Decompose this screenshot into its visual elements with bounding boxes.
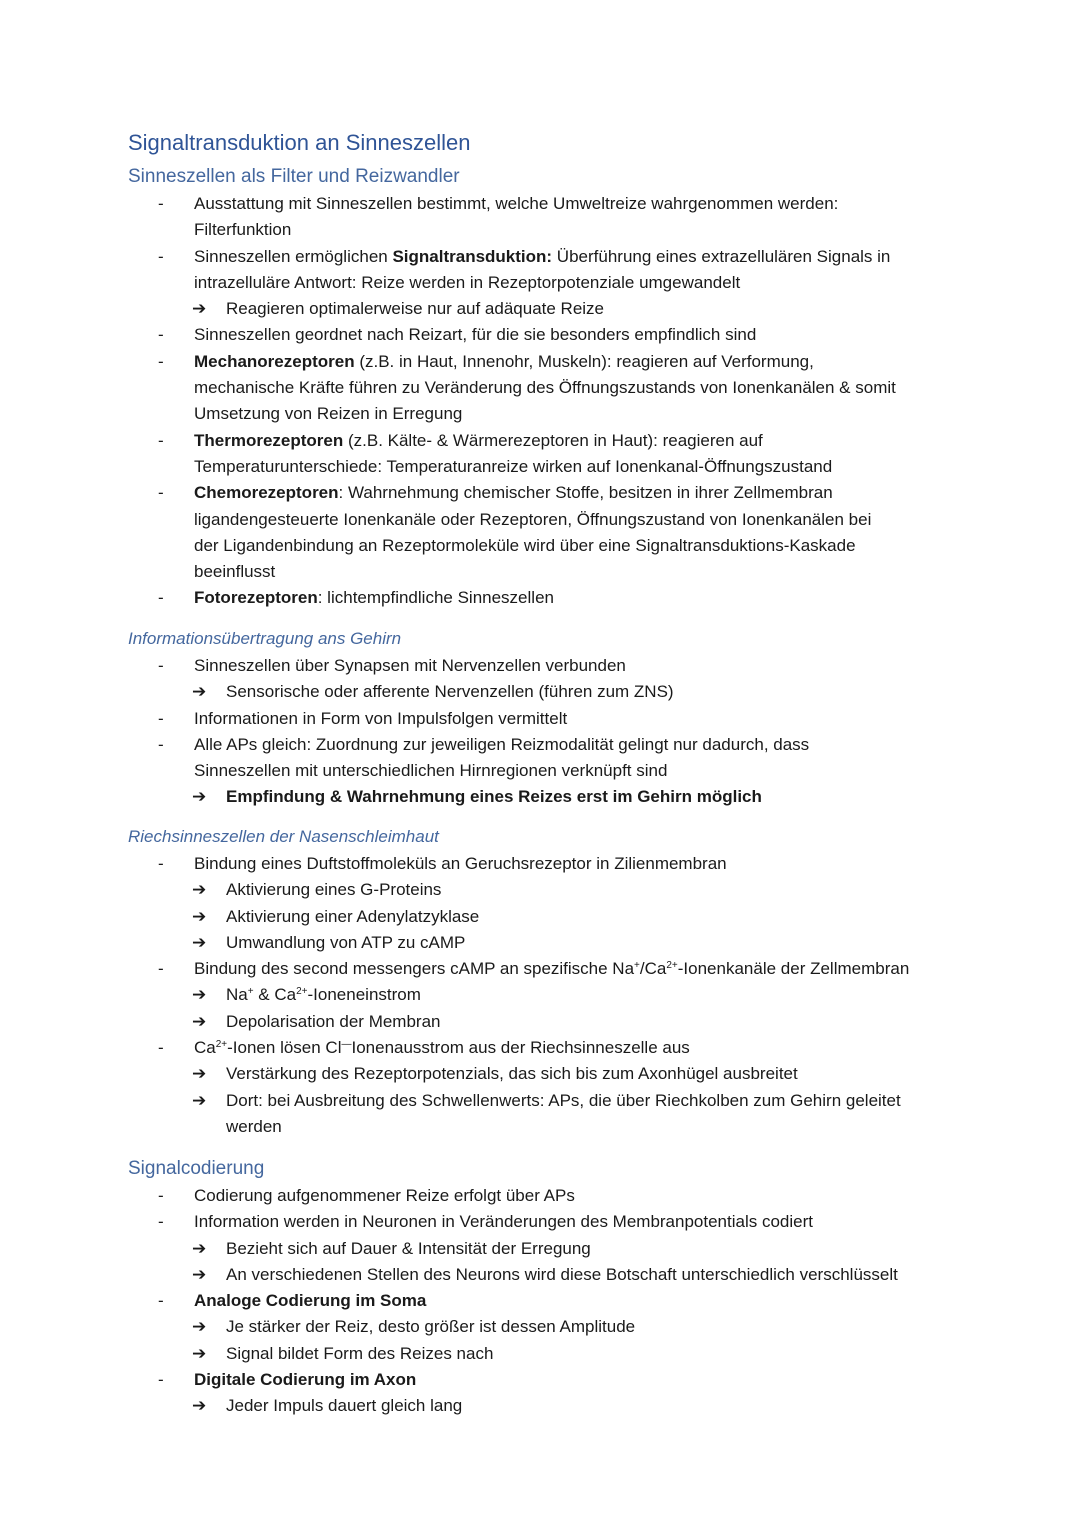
list-item: - Alle APs gleich: Zuordnung zur jeweiligen Reizmodalität gelingt nur dadurch, dass Sinneszellen mit unterschiedlichen Hirnregionen verknüpft sind	[128, 732, 988, 785]
bullet-dash: -	[158, 246, 164, 266]
bullet-dash: -	[158, 430, 164, 450]
bullet-dash: -	[158, 1291, 164, 1311]
list-item: - Information werden in Neuronen in Veränderungen des Membranpotentials codiert	[128, 1209, 988, 1235]
list-item: - Thermorezeptoren (z.B. Kälte- & Wärmerezeptoren in Haut): reagieren auf Temperaturunterschiede: Temperaturanreize wirken auf Ionenkanal-Öffnungszustand	[128, 428, 988, 481]
bullet-dash: -	[158, 1038, 164, 1058]
arrow-icon: ➔	[192, 1090, 207, 1110]
arrow-item: ➔ Depolarisation der Membran	[128, 1009, 988, 1035]
page-title: Signaltransduktion an Sinneszellen	[128, 130, 471, 155]
arrow-item: ➔ Signal bildet Form des Reizes nach	[128, 1341, 988, 1367]
arrow-item: ➔ Reagieren optimalerweise nur auf adäquate Reize	[128, 296, 988, 322]
arrow-item: ➔ Na+ & $Ca^{2+}$-Ioneneinstrom	[128, 982, 988, 1008]
arrow-icon: ➔	[192, 1343, 207, 1363]
arrow-icon: ➔	[192, 906, 207, 926]
section-filter-list	[128, 191, 988, 612]
superscript-minus: —	[341, 1039, 352, 1051]
bullet-dash: -	[158, 1186, 164, 1205]
section-heading-filter: Sinneszellen als Filter und Reizwandler	[128, 166, 460, 187]
list-item: - Sinneszellen ermöglichen Signaltransduktion: Überführung eines extrazellulären Signals in intrazelluläre Antwort: Reize werden in Rezeptorpotenziale umgewandelt	[128, 244, 988, 297]
bullet-dash: -	[158, 959, 164, 979]
list-item: - Fotorezeptoren: lichtempfindliche Sinneszellen	[128, 585, 988, 611]
list-item: - Mechanorezeptoren (z.B. in Haut, Innenohr, Muskeln): reagieren auf Verformung, mechanische Kräfte führen zu Veränderung des Öffnungszustands von Ionenkanälen & somit Umsetzung von Reizen in Erregung	[128, 349, 988, 428]
bullet-dash: -	[158, 1212, 164, 1232]
bullet-dash: -	[158, 483, 164, 503]
section-heading-olfactory: Riechsinneszellen der Nasenschleimhaut	[128, 827, 439, 846]
list-item: - Chemorezeptoren: Wahrnehmung chemischer Stoffe, besitzen in ihrer Zellmembran ligandengesteuerte Ionenkanäle oder Rezeptoren, Öffnungszustand von Ionenkanälen bei der Ligandenbindung an Rezeptormoleküle wird über eine Signaltransduktions-Kaskade beeinflusst	[128, 480, 988, 585]
arrow-item: ➔ Dort: bei Ausbreitung des Schwellenwerts: APs, die über Riechkolben zum Gehirn geleitet werden	[128, 1088, 988, 1141]
arrow-item: ➔ Empfindung & Wahrnehmung eines Reizes erst im Gehirn möglich	[128, 784, 988, 810]
arrow-icon: ➔	[192, 1238, 207, 1258]
list-item: - Sinneszellen geordnet nach Reizart, für die sie besonders empfindlich sind	[128, 322, 988, 348]
arrow-item: ➔ Aktivierung einer Adenylatzyklase	[128, 904, 988, 930]
section-heading-coding: Signalcodierung	[128, 1158, 265, 1179]
bullet-dash: -	[158, 351, 164, 371]
arrow-item: ➔ Sensorische oder afferente Nervenzellen (führen zum ZNS)	[128, 679, 988, 705]
arrow-icon: ➔	[192, 682, 207, 702]
list-item: - Codierung aufgenommener Reize erfolgt über APs	[128, 1183, 988, 1209]
section-olfactory-list	[128, 851, 988, 1140]
bullet-dash: -	[158, 194, 164, 213]
arrow-item: ➔ Umwandlung von ATP zu cAMP	[128, 930, 988, 956]
arrow-item: ➔ Verstärkung des Rezeptorpotenzials, das sich bis zum Axonhügel ausbreitet	[128, 1061, 988, 1087]
arrow-icon: ➔	[192, 1317, 207, 1337]
list-item: - Sinneszellen über Synapsen mit Nervenzellen verbunden	[128, 653, 988, 679]
arrow-item: ➔ Aktivierung eines G-Proteins	[128, 877, 988, 903]
bullet-dash: -	[158, 734, 164, 754]
arrow-icon: ➔	[192, 1064, 207, 1084]
arrow-icon: ➔	[192, 1011, 207, 1031]
list-item: - Bindung eines Duftstoffmoleküls an Geruchsrezeptor in Zilienmembran	[128, 851, 988, 877]
section-heading-information: Informationsübertragung ans Gehirn	[128, 629, 402, 648]
arrow-icon: ➔	[192, 880, 207, 900]
list-item: - Analoge Codierung im Soma	[128, 1288, 988, 1314]
bullet-dash: -	[158, 656, 164, 675]
arrow-item: ➔ Jeder Impuls dauert gleich lang	[128, 1393, 988, 1419]
list-item: - Bindung des second messengers cAMP an spezifische $Na^+/Ca^{2+}$-Ionenkanäle der Zellmembran	[128, 956, 988, 982]
list-item: - $Ca^{2+}$-Ionen lösen Cl—Ionenausstrom aus der Riechsinneszelle aus	[128, 1035, 988, 1061]
section-coding-list	[128, 1183, 988, 1420]
arrow-icon: ➔	[192, 1396, 207, 1416]
arrow-item: ➔ Je stärker der Reiz, desto größer ist dessen Amplitude	[128, 1314, 988, 1340]
arrow-item: ➔ An verschiedenen Stellen des Neurons wird diese Botschaft unterschiedlich verschlüsselt	[128, 1262, 988, 1288]
list-item: - Ausstattung mit Sinneszellen bestimmt, welche Umweltreize wahrgenommen werden: Filterfunktion	[128, 191, 988, 244]
bullet-dash: -	[158, 1370, 164, 1390]
bullet-dash: -	[158, 588, 164, 608]
arrow-icon: ➔	[192, 985, 207, 1005]
bullet-dash: -	[158, 854, 164, 873]
arrow-icon: ➔	[192, 1264, 207, 1284]
list-item: - Digitale Codierung im Axon	[128, 1367, 988, 1393]
bullet-dash: -	[158, 325, 164, 345]
arrow-icon: ➔	[192, 932, 207, 952]
arrow-icon: ➔	[192, 299, 207, 319]
list-item: - Informationen in Form von Impulsfolgen vermittelt	[128, 706, 988, 732]
section-information-list	[128, 653, 988, 811]
arrow-item: ➔ Bezieht sich auf Dauer & Intensität der Erregung	[128, 1236, 988, 1262]
arrow-icon: ➔	[192, 787, 207, 807]
bullet-dash: -	[158, 708, 164, 728]
